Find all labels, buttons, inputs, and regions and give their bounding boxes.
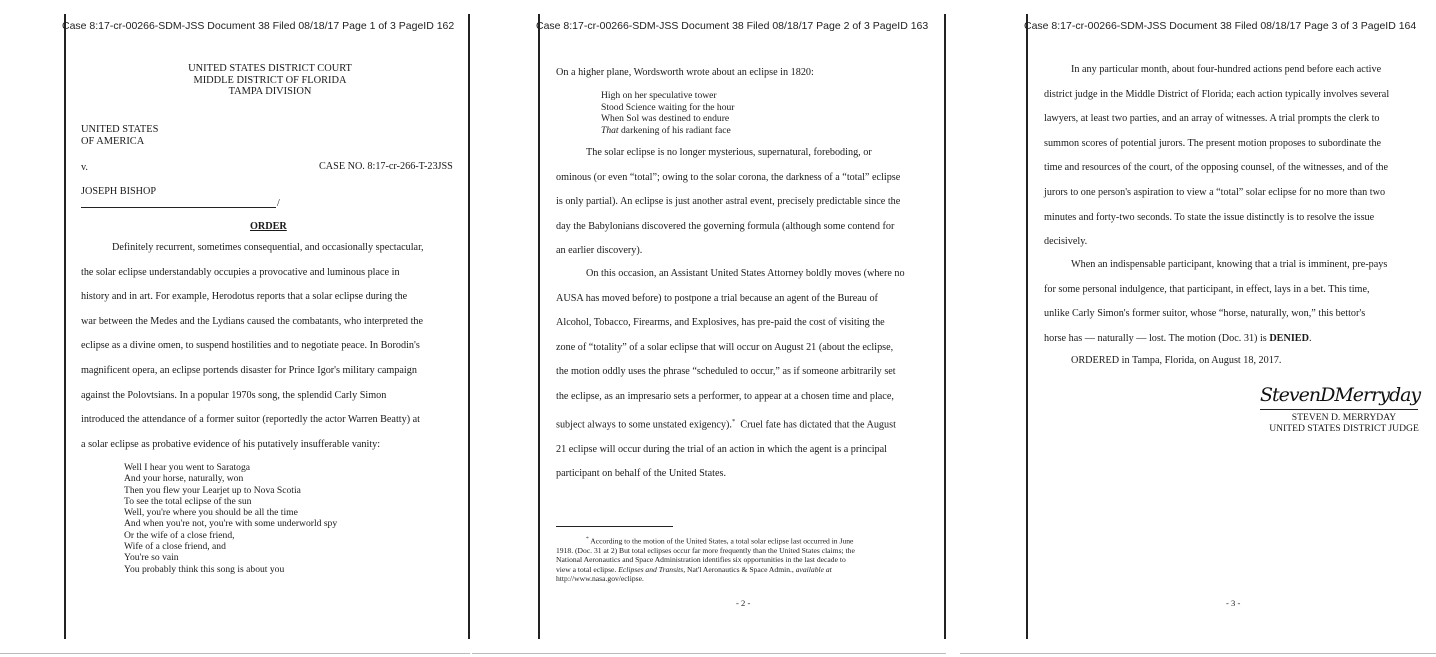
- text-fragment: .: [1308, 332, 1312, 344]
- page-3: [960, 0, 1436, 657]
- text-fragment: Cruel fate has dictated that the August: [740, 418, 896, 430]
- text-line: The solar eclipse is no longer mysterious, supernatural, foreboding, or: [586, 147, 872, 158]
- wordsworth-intro: On a higher plane, Wordsworth wrote about an eclipse in 1820:: [556, 67, 814, 78]
- text-fragment: available at: [795, 564, 832, 574]
- page-1-right-edge: [468, 14, 470, 639]
- plaintiff-line-1: UNITED STATES: [81, 124, 159, 135]
- footnote-rule: [556, 526, 673, 527]
- poem-line: High on her speculative tower: [601, 90, 717, 101]
- judge-signature: StevenDMerryday: [1260, 384, 1421, 406]
- page-2-bottom-rule: [472, 653, 946, 654]
- footnote: [556, 535, 855, 584]
- court-line-1: UNITED STATES DISTRICT COURT: [188, 63, 352, 74]
- page-2: [472, 0, 946, 657]
- case-number: CASE NO. 8:17-cr-266-T-23JSS: [319, 161, 453, 172]
- footnote-line: 1918. (Doc. 31 at 2) But total eclipses occur far more frequently than the United States claims; the: [556, 545, 855, 555]
- order-paragraph-1: [81, 236, 424, 457]
- caption-slash: /: [277, 198, 280, 209]
- page-3-bottom-rule: [960, 653, 1436, 654]
- text-line: is only partial). An eclipse is just another astral event, precisely predictable since the: [556, 196, 901, 208]
- text-line: minutes and forty-two seconds. To state the issue distinctly is to resolve the issue: [1044, 211, 1375, 223]
- text-line: Definitely recurrent, sometimes consequential, and occasionally spectacular,: [112, 242, 424, 253]
- text-line: lawyers, at least two parties, and an array of witnesses. A trial prompts the clerk to: [1044, 113, 1380, 125]
- lyric-line: Wife of a close friend, and: [124, 541, 226, 553]
- text-line: for some personal indulgence, that participant, in effect, lays in a bet. This time,: [1044, 283, 1370, 295]
- page-2-left-edge: [538, 14, 540, 639]
- text-line: [556, 410, 905, 438]
- text-line: time and resources of the court, of the opposing counsel, of the witnesses, and of the: [1044, 162, 1389, 174]
- versus: v.: [81, 162, 88, 173]
- text-fragment: horse has — naturally — lost. The motion (Doc. 31) is: [1044, 332, 1270, 344]
- text-line: the solar eclipse understandably occupies a provocative and luminous place in: [81, 266, 400, 278]
- lyric-line: Or the wife of a close friend,: [124, 529, 235, 541]
- order-paragraph-2: [556, 141, 900, 264]
- text-line: unlike Carly Simon's former suitor, whose “horse, naturally, won,” this bettor's: [1044, 308, 1366, 320]
- footnote-reference[interactable]: *: [731, 417, 736, 425]
- page-3-header: Case 8:17-cr-00266-SDM-JSS Document 38 Filed 08/18/17 Page 3 of 3 PageID 164: [1024, 20, 1417, 32]
- text-line: AUSA has moved before) to postpone a trial because an agent of the Bureau of: [556, 292, 878, 304]
- page-2-header: Case 8:17-cr-00266-SDM-JSS Document 38 Filed 08/18/17 Page 2 of 3 PageID 163: [536, 20, 929, 32]
- plaintiff-line-2: OF AMERICA: [81, 136, 145, 147]
- text-line: introduced the attendance of a former suitor (reportedly the actor Warren Beatty) at: [81, 414, 420, 426]
- lyric-line: You probably think this song is about you: [124, 563, 285, 575]
- lyric-line: Well I hear you went to Saratoga: [124, 462, 251, 473]
- plaintiff: [81, 124, 158, 148]
- page-1-bottom-rule: [0, 653, 470, 654]
- ordered-line: ORDERED in Tampa, Florida, on August 18, 2017.: [1071, 355, 1282, 366]
- page-3-left-edge: [1026, 14, 1028, 639]
- poem-line-rest: darkening of his radiant face: [618, 124, 731, 136]
- order-paragraph-4: [1044, 58, 1389, 255]
- text-line: ominous (or even “total”; owing to the solar corona, the darkness of a “total” eclipse: [556, 171, 901, 183]
- poem-line: [601, 125, 734, 137]
- order-paragraph-3: [556, 262, 905, 487]
- text-line: the motion oddly uses the phrase “scheduled to occur,” as if someone arbitrarily set: [556, 366, 896, 378]
- page-1: [0, 0, 470, 657]
- footnote-line: [556, 535, 855, 546]
- page-1-header: Case 8:17-cr-00266-SDM-JSS Document 38 Filed 08/18/17 Page 1 of 3 PageID 162: [62, 20, 455, 32]
- page-3-number: - 3 -: [1226, 598, 1241, 608]
- text-fragment: view a total eclipse.: [556, 564, 619, 574]
- text-line: day the Babylonians discovered the governing formula (although some contend for: [556, 220, 895, 232]
- text-line: eclipse as a divine omen, to suspend hostilities and to negotiate peace. In Borodin's: [81, 340, 420, 352]
- order-title: ORDER: [250, 221, 287, 232]
- court-line-2: MIDDLE DISTRICT OF FLORIDA: [193, 74, 347, 86]
- lyric-line: You're so vain: [124, 552, 179, 564]
- text-line: a solar eclipse as probative evidence of his putatively insufferable vanity:: [81, 438, 381, 450]
- text-line: decisively.: [1044, 236, 1088, 248]
- poem-line: Stood Science waiting for the hour: [601, 101, 735, 113]
- citation-title: Eclipses and Transits: [618, 564, 684, 574]
- court-name: [160, 63, 380, 98]
- lyric-line: Well, you're where you should be all the time: [124, 507, 298, 519]
- lyric-line: To see the total eclipse of the sun: [124, 495, 252, 507]
- lyric-line: Then you flew your Learjet up to Nova Scotia: [124, 484, 301, 496]
- song-lyrics: [124, 462, 337, 575]
- lyric-line: And your horse, naturally, won: [124, 473, 244, 485]
- poem-italic-word: That: [601, 124, 619, 136]
- footnote-line: National Aeronautics and Space Administration identifies six opportunities in the last decade to: [556, 555, 846, 565]
- footnote-marker: *: [586, 536, 589, 542]
- text-line: the eclipse, as an impresario sets a performer, to appear at a chosen time and place,: [556, 390, 894, 402]
- ruling-denied: DENIED: [1269, 332, 1309, 344]
- signature-block: [1254, 412, 1434, 434]
- text-line: summon scores of potential jurors. The present motion proposes to subordinate the: [1044, 137, 1382, 149]
- text-line: zone of “totality” of a solar eclipse that will occur on August 21 (about the eclipse,: [556, 341, 894, 353]
- text-line: [1044, 327, 1387, 352]
- text-line: jurors to one person's aspiration to view a “total” solar eclipse for no more than two: [1044, 186, 1386, 198]
- text-line: history and in art. For example, Herodotus reports that a solar eclipse during the: [81, 291, 408, 303]
- defendant: JOSEPH BISHOP: [81, 186, 157, 197]
- text-line: against the Polovtsians. In a popular 1970s song, the splendid Carly Simon: [81, 389, 387, 401]
- order-paragraph-5: [1044, 253, 1387, 351]
- text-line: war between the Medes and the Lydians caused the combatants, who interpreted the: [81, 315, 424, 327]
- text-line: participant on behalf of the United States.: [556, 468, 727, 480]
- footnote-line: [556, 565, 855, 574]
- text-line: magnificent opera, an eclipse portends disaster for Prince Igor's military campaign: [81, 364, 417, 376]
- poem-line: When Sol was destined to endure: [601, 113, 730, 125]
- lyric-line: And when you're not, you're with some underworld spy: [124, 518, 338, 530]
- caption-rule: [81, 207, 276, 208]
- text-line: district judge in the Middle District of Florida; each action typically involves several: [1044, 88, 1390, 100]
- text-line: On this occasion, an Assistant United States Attorney boldly moves (where no: [586, 268, 905, 279]
- page-2-number: - 2 -: [736, 598, 751, 608]
- page-1-left-edge: [64, 14, 66, 639]
- nasa-link[interactable]: http://www.nasa.gov/eclipse.: [556, 574, 644, 584]
- text-line: When an indispensable participant, knowing that a trial is imminent, pre-pays: [1071, 259, 1388, 270]
- page-2-right-edge: [944, 14, 946, 639]
- text-line: an earlier discovery).: [556, 245, 643, 257]
- text-line: Alcohol, Tobacco, Firearms, and Explosives, has pre-paid the cost of visiting the: [556, 317, 885, 329]
- wordsworth-poem: [601, 90, 734, 136]
- signature-rule: [1260, 409, 1418, 410]
- text-fragment: , Nat'l Aeronautics & Space Admin.,: [683, 564, 796, 574]
- text-fragment: According to the motion of the United States, a total solar eclipse last occurred in June: [590, 536, 854, 546]
- text-line: 21 eclipse will occur during the trial of an action in which the agent is a principal: [556, 443, 887, 455]
- judge-name: STEVEN D. MERRYDAY: [1291, 412, 1397, 423]
- text-fragment: subject always to some unstated exigency).: [556, 418, 732, 430]
- judge-title: UNITED STATES DISTRICT JUDGE: [1269, 423, 1419, 434]
- court-line-3: TAMPA DIVISION: [228, 86, 312, 98]
- text-line: In any particular month, about four-hundred actions pend before each active: [1071, 64, 1382, 75]
